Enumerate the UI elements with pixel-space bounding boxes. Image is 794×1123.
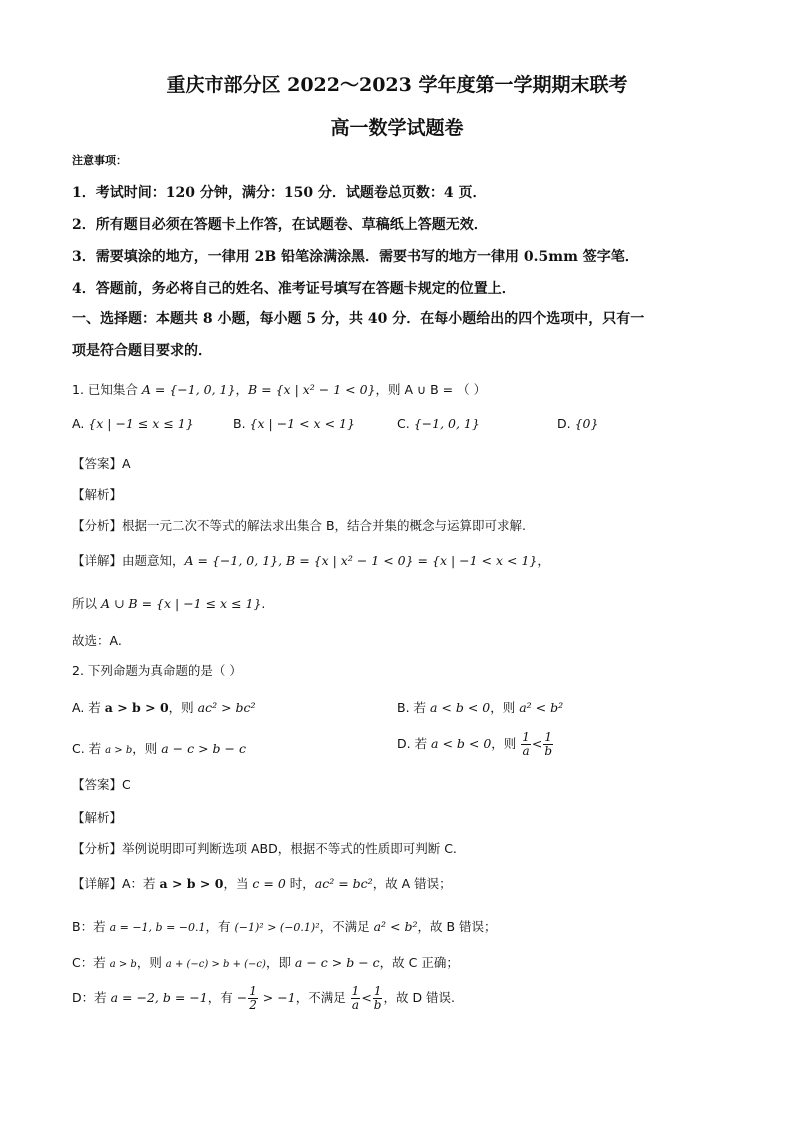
minus-sign: − (236, 990, 248, 1005)
q1-so-math: A ∪ B = {x | −1 ≤ x ≤ 1} (100, 596, 262, 611)
detail-text: ，有 (207, 990, 237, 1005)
detail-text: 【详解】A：若 (72, 876, 160, 891)
detail-math: a + (−c) > b + (−c) (165, 959, 266, 970)
q1-conclusion (72, 594, 265, 612)
detail-text: B：若 (72, 919, 110, 934)
q1-option-d (557, 416, 598, 431)
fraction-numerator: 1 (522, 730, 530, 744)
detail-text: ，即 (265, 955, 295, 970)
less-than-sign: < (361, 990, 372, 1005)
detail-text: ，故 C 正确； (379, 955, 459, 970)
option-label: B. 若 (397, 700, 430, 715)
question-1-stem (72, 380, 486, 398)
q2-answer: 【答案】C (72, 777, 131, 792)
q1-option-a (72, 416, 194, 431)
q2-detail-a (72, 874, 452, 892)
fraction-numerator: 1 (249, 984, 257, 998)
option-text: {x | −1 ≤ x ≤ 1} (88, 416, 194, 431)
detail-math: a = −1, b = −0.1 (109, 921, 206, 934)
option-mid: ，则 (490, 700, 520, 715)
option-label: C. (397, 416, 410, 431)
q1-comma: ， (235, 382, 248, 397)
detail-text: ，不满足 (319, 919, 374, 934)
q1-so: 所以 (72, 596, 101, 611)
fraction-1-over-a (521, 731, 531, 758)
option-condition: a > b (105, 745, 133, 756)
question-2-stem: 2. 下列命题为真命题的是（ ） (72, 663, 242, 678)
q1-option-b (233, 416, 355, 431)
fraction-denominator: a (522, 744, 530, 758)
q2-option-c (72, 739, 246, 757)
detail-text: ，当 (223, 876, 253, 891)
fraction-denominator: a (351, 998, 360, 1012)
fraction-1-over-b (543, 731, 553, 758)
q1-detail-math: A = {−1, 0, 1}, B = {x | x² − 1 < 0} = {x | −1 < x < 1} (184, 553, 538, 568)
detail-text: ，不满足 (295, 990, 350, 1005)
detail-math: > −1 (258, 990, 296, 1005)
detail-math: ac² = bc² (314, 876, 373, 891)
fraction-denominator: b (373, 998, 382, 1012)
detail-math: a = −2, b = −1 (110, 990, 208, 1005)
section-heading-cont: 项是符合题目要求的． (72, 343, 212, 359)
detail-math: c = 0 (252, 876, 286, 891)
q1-option-c (397, 416, 480, 431)
option-result: a² < b² (519, 700, 564, 715)
detail-math: a² < b² (373, 919, 418, 934)
section-heading: 一、选择题：本题共 8 小题，每小题 5 分，共 40 分．在每小题给出的四个选项中，只有一 (72, 311, 645, 327)
exam-subtitle: 高一数学试题卷 (330, 117, 464, 139)
q1-choose: 故选：A. (72, 633, 122, 648)
q2-detail-c (72, 953, 459, 971)
notice-heading: 注意事项： (72, 154, 127, 167)
detail-text: D：若 (72, 990, 111, 1005)
fraction-numerator: 1 (373, 984, 382, 998)
q1-analysis-heading: 【解析】 (72, 487, 123, 502)
detail-text: ，则 (136, 955, 166, 970)
option-label: A. (72, 416, 85, 431)
less-than-sign: < (531, 736, 543, 751)
option-label: D. (557, 416, 571, 431)
q1-detail-comma: ， (537, 553, 550, 568)
fraction-1-over-b (373, 985, 383, 1012)
q2-fenxi: 【分析】举例说明即可判断选项 ABD，根据不等式的性质即可判断 C. (72, 841, 457, 856)
detail-text: 时， (285, 876, 315, 891)
notice-item: 1．考试时间：120 分钟，满分：150 分．试题卷总页数：4 页． (72, 185, 487, 201)
option-condition: a < b < 0 (430, 700, 491, 715)
fraction-denominator: 2 (249, 998, 257, 1012)
option-condition: a > b > 0 (104, 700, 169, 715)
option-mid: ，则 (132, 741, 162, 756)
option-text: {−1, 0, 1} (413, 416, 480, 431)
option-label: C. 若 (72, 741, 106, 756)
fraction-numerator: 1 (544, 730, 553, 744)
detail-text: ，故 D 错误. (383, 990, 456, 1005)
notice-item: 4．答题前，务必将自己的姓名、准考证号填写在答题卡规定的位置上． (72, 281, 516, 297)
detail-math: (−1)² > (−0.1)² (234, 921, 320, 934)
option-label: D. 若 (397, 736, 432, 751)
notice-item: 3．需要填涂的地方，一律用 2B 铅笔涂满涂黑．需要书写的地方一律用 0.5mm 签字笔． (72, 249, 639, 265)
q1-fenxi: 【分析】根据一元二次不等式的解法求出集合 B，结合并集的概念与运算即可求解. (72, 518, 527, 533)
option-text: {0} (574, 416, 599, 431)
q1-answer: 【答案】A (72, 456, 131, 471)
option-result: a − c > b − c (161, 741, 246, 756)
q2-option-a (72, 698, 256, 716)
option-condition: a < b < 0 (431, 736, 492, 751)
q2-analysis-heading: 【解析】 (72, 810, 123, 825)
fraction-1-over-2 (248, 985, 258, 1012)
fraction-denominator: b (544, 744, 553, 758)
q1-detail (72, 551, 550, 569)
detail-text: ，有 (205, 919, 235, 934)
detail-math: a > b (109, 959, 137, 970)
option-mid: ，则 (168, 700, 198, 715)
option-result: ac² > bc² (197, 700, 256, 715)
notice-item: 2．所有题目必须在答题卡上作答，在试题卷、草稿纸上答题无效． (72, 217, 488, 233)
q2-option-b (397, 698, 563, 716)
fraction-1-over-a (351, 985, 361, 1012)
detail-math: a > b > 0 (159, 876, 224, 891)
q1-set-b: B = {x | x² − 1 < 0} (247, 382, 376, 397)
option-label: A. 若 (72, 700, 105, 715)
q1-stem-b: ，则 A ∪ B = （ ） (375, 382, 487, 397)
option-label: B. (233, 416, 246, 431)
q2-detail-d (72, 985, 455, 1012)
detail-text: C：若 (72, 955, 110, 970)
detail-text: ，故 B 错误； (417, 919, 497, 934)
option-text: {x | −1 < x < 1} (249, 416, 355, 431)
exam-title: 重庆市部分区 2022～2023 学年度第一学期期末联考 (166, 74, 628, 96)
detail-math: a − c > b − c (294, 955, 380, 970)
detail-text: ，故 A 错误； (372, 876, 452, 891)
q1-so-end: . (261, 596, 266, 611)
option-mid: ，则 (491, 736, 521, 751)
q2-option-d (397, 731, 554, 758)
q1-stem-a: 1. 已知集合 (72, 382, 142, 397)
q1-detail-text: 【详解】由题意知， (72, 553, 185, 568)
fraction-numerator: 1 (351, 984, 360, 998)
q1-set-a: A = {−1, 0, 1} (141, 382, 236, 397)
q2-detail-b (72, 917, 497, 935)
